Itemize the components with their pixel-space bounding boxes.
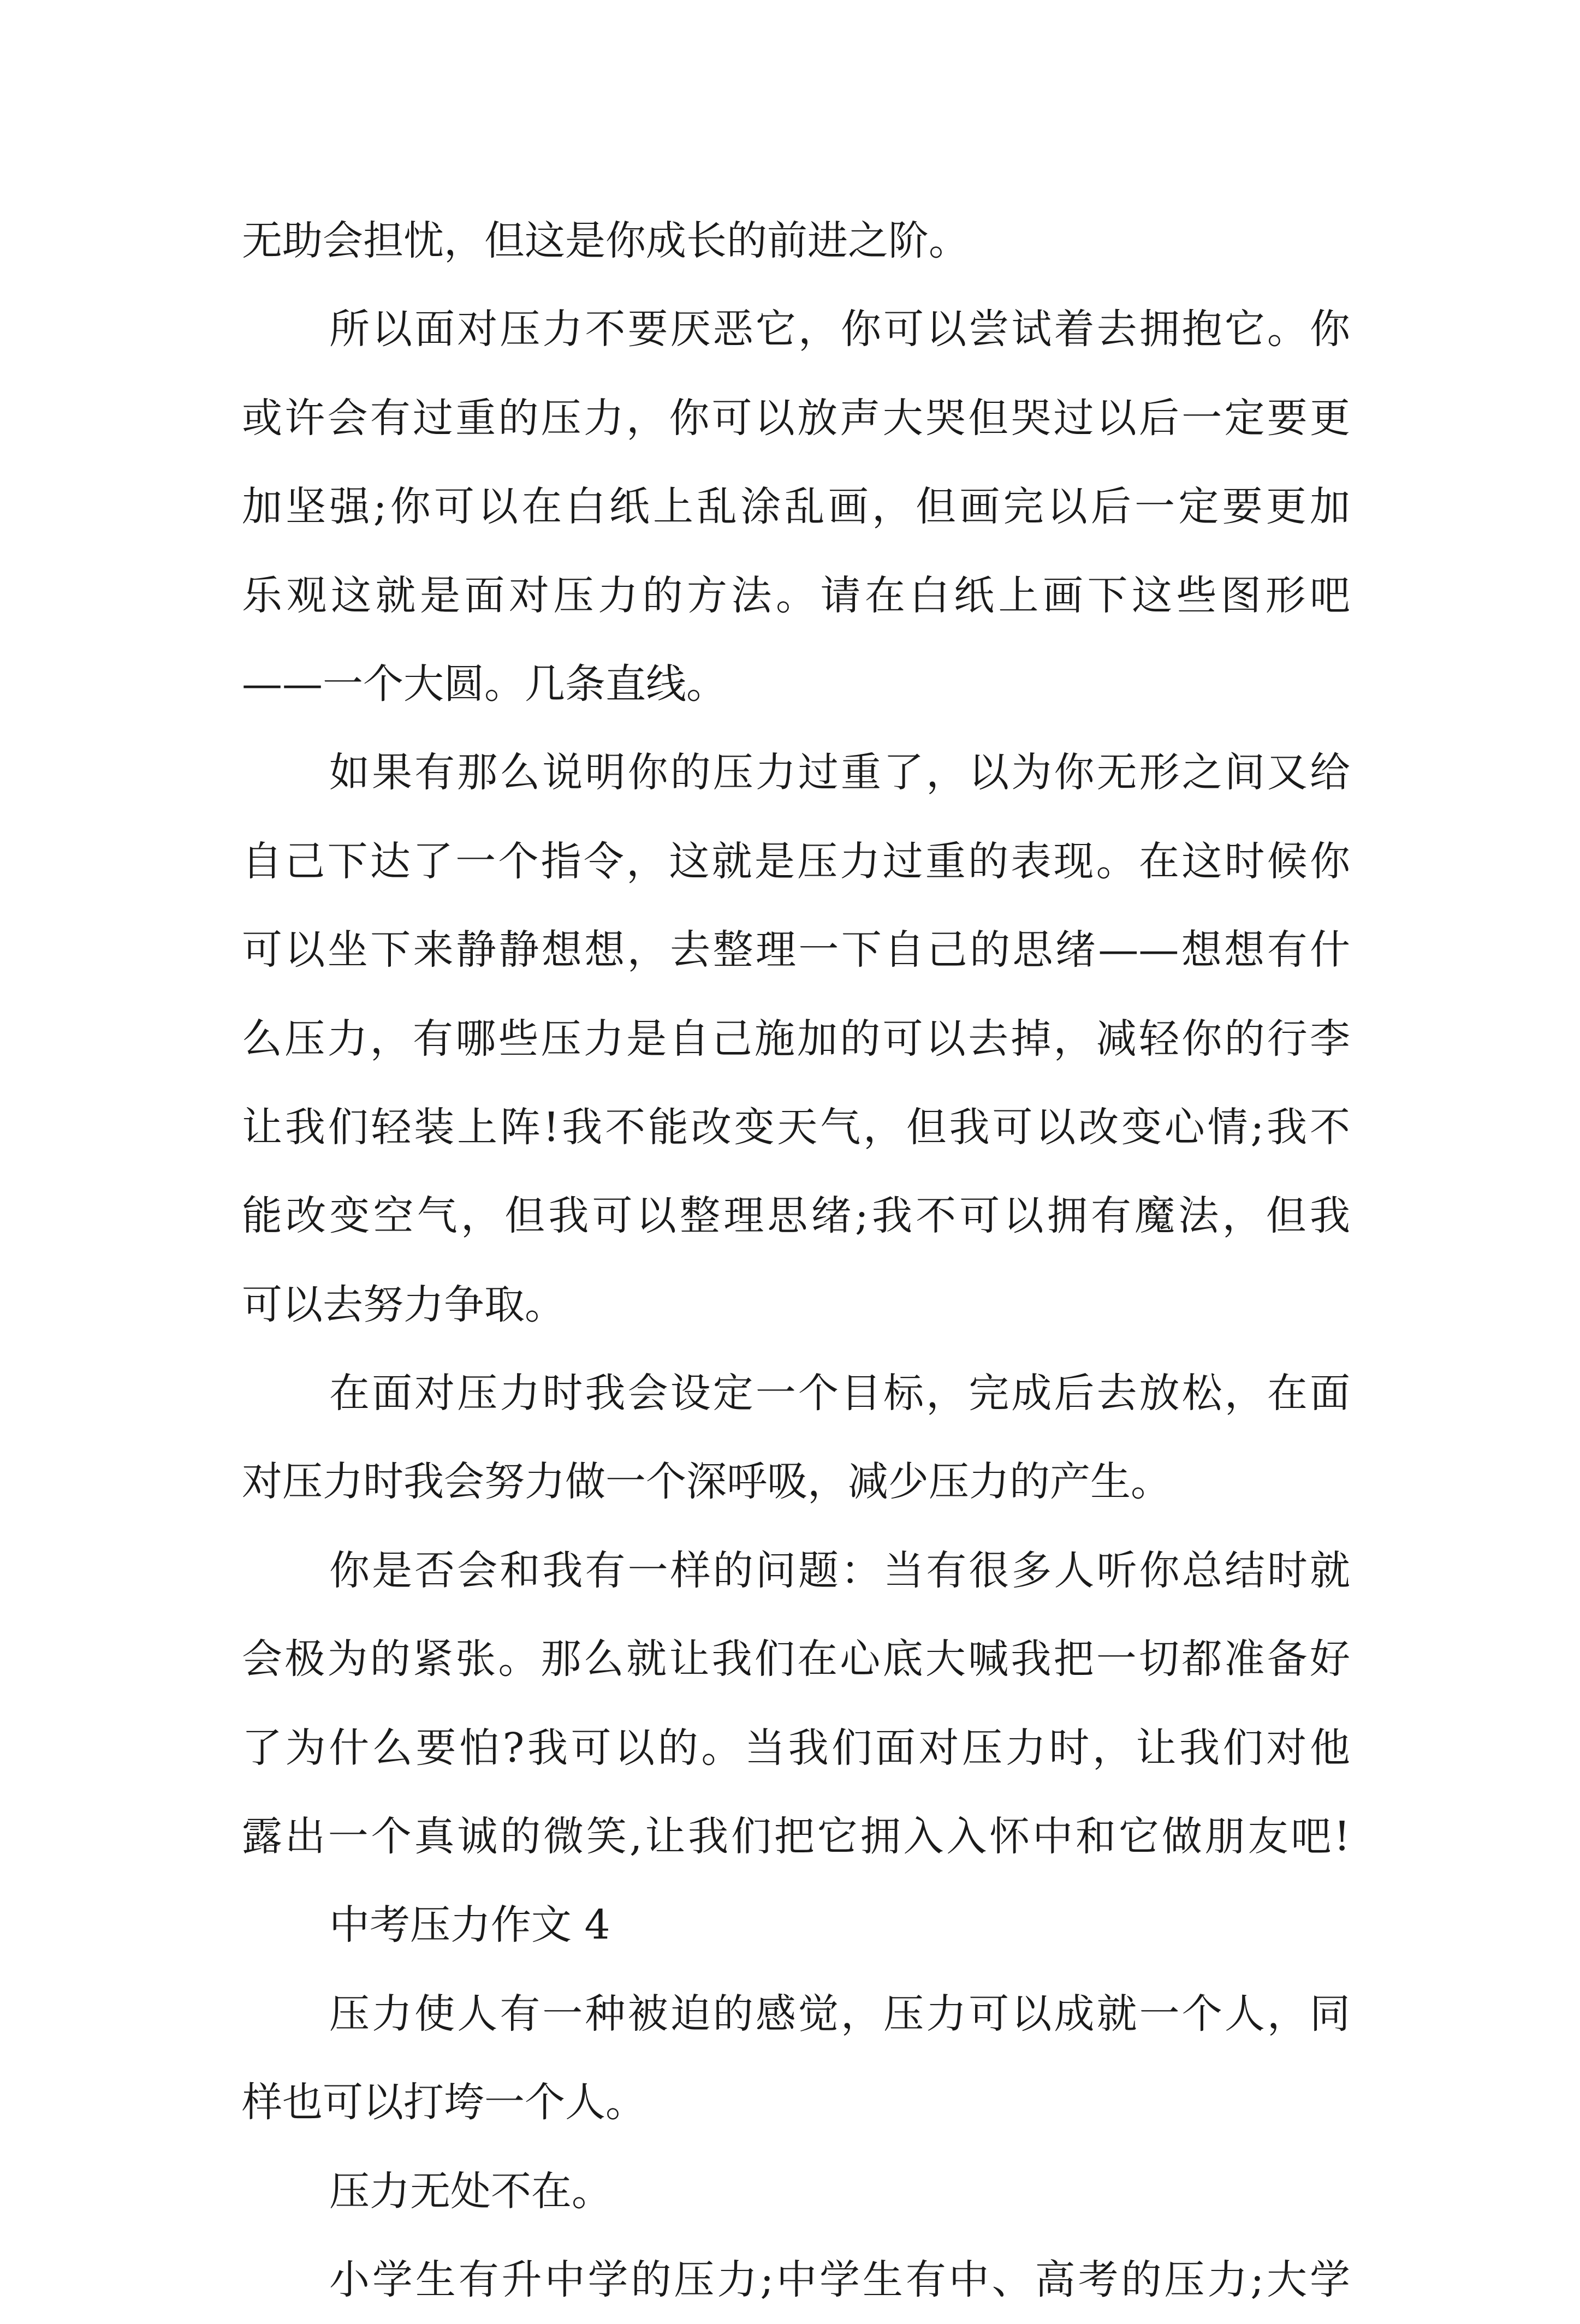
text-line: 自己下达了一个指令，这就是压力过重的表现。在这时候你 — [242, 837, 1350, 885]
text-line: 可以坐下来静静想想，去整理一下自己的思绪——想想有什 — [242, 926, 1350, 974]
section-heading: 中考压力作文 4 — [329, 1901, 610, 1949]
text-line: 了为什么要怕?我可以的。当我们面对压力时，让我们对他 — [242, 1724, 1350, 1772]
text-line: 你是否会和我有一样的问题：当有很多人听你总结时就 — [329, 1547, 1350, 1594]
text-line: 或许会有过重的压力，你可以放声大哭但哭过以后一定要更 — [242, 394, 1350, 442]
essay-body — [242, 197, 1350, 2324]
text-line: 让我们轻装上阵!我不能改变天气，但我可以改变心情;我不 — [242, 1103, 1350, 1151]
text-line: 所以面对压力不要厌恶它，你可以尝试着去拥抱它。你 — [329, 306, 1350, 353]
text-line: 如果有那么说明你的压力过重了，以为你无形之间又给 — [329, 749, 1350, 797]
text-line: 在面对压力时我会设定一个目标，完成后去放松，在面 — [329, 1370, 1350, 1417]
text-line: 可以去努力争取。 — [242, 1281, 565, 1328]
text-line: 会极为的紧张。那么就让我们在心底大喊我把一切都准备好 — [242, 1636, 1350, 1683]
text-line: 乐观这就是面对压力的方法。请在白纸上画下这些图形吧 — [242, 572, 1350, 619]
text-line: ——一个大圆。几条直线。 — [242, 660, 727, 708]
text-line: 样也可以打垮一个人。 — [242, 2079, 646, 2126]
text-line: 加坚强;你可以在白纸上乱涂乱画，但画完以后一定要更加 — [242, 483, 1350, 531]
text-line: 露出一个真诚的微笑,让我们把它拥入入怀中和它做朋友吧! — [242, 1813, 1350, 1861]
text-line: 压力使人有一种被迫的感觉，压力可以成就一个人，同 — [329, 1990, 1350, 2037]
text-line: 对压力时我会努力做一个深呼吸，减少压力的产生。 — [242, 1458, 1171, 1506]
text-line: 能改变空气，但我可以整理思绪;我不可以拥有魔法，但我 — [242, 1192, 1350, 1240]
text-line: 无助会担忧，但这是你成长的前进之阶。 — [242, 217, 969, 264]
text-line: 小学生有升中学的压力;中学生有中、高考的压力;大学 — [329, 2256, 1350, 2303]
text-line: 么压力，有哪些压力是自己施加的可以去掉，减轻你的行李 — [242, 1015, 1350, 1062]
text-line: 压力无处不在。 — [329, 2167, 612, 2215]
